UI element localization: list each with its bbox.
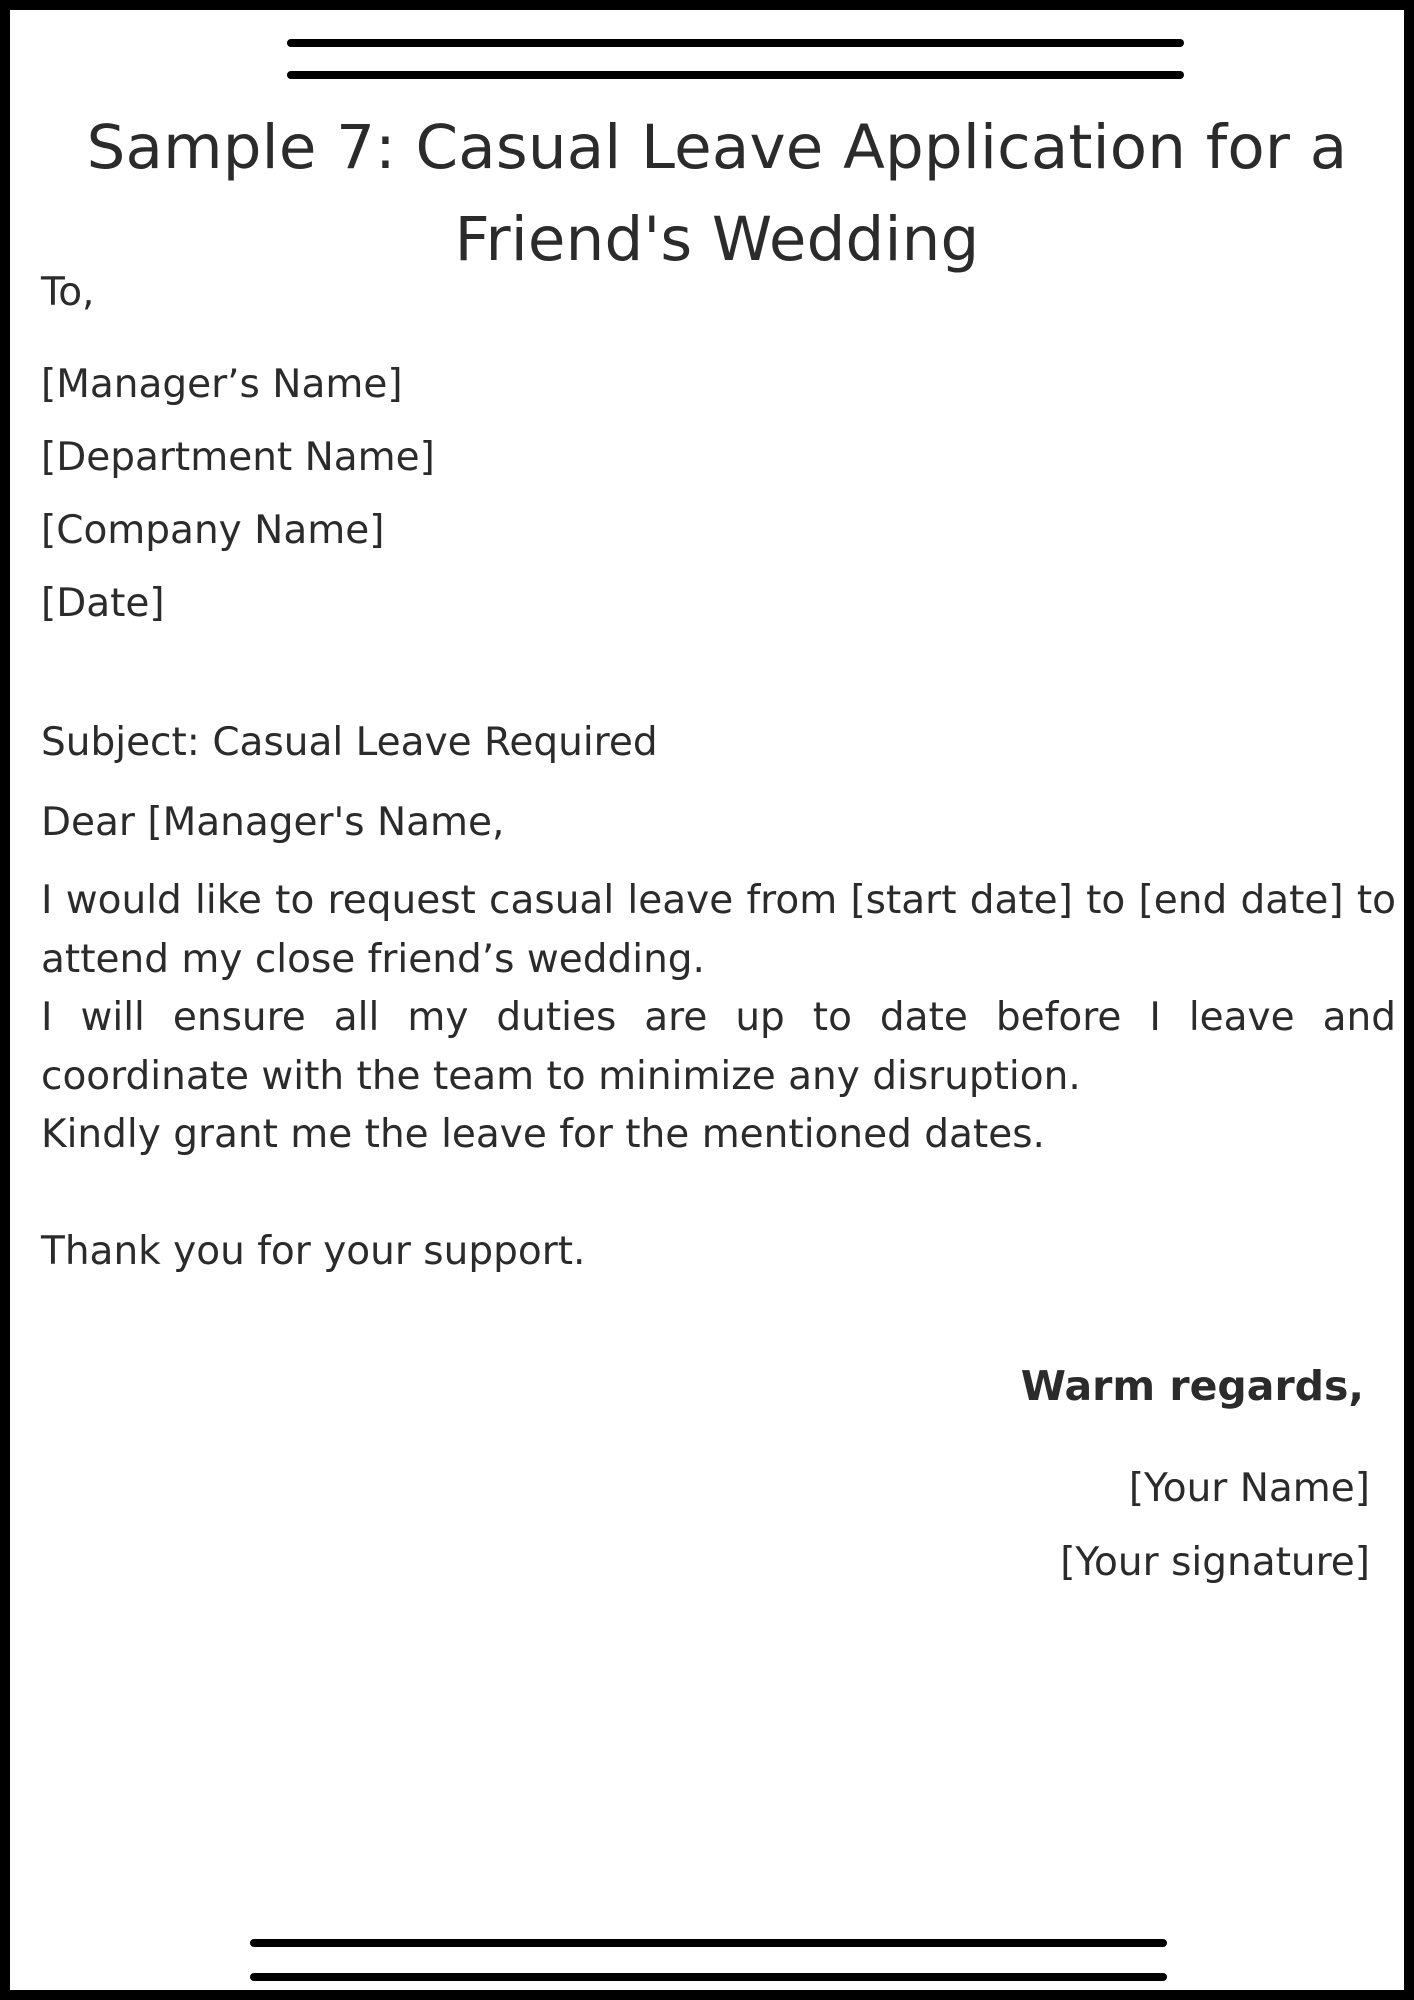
page-title: Sample 7: Casual Leave Application for a Friend's Wedding xyxy=(86,112,1348,275)
body-paragraph-2: I will ensure all my duties are up to date before I leave and coordinate with the team to minimize any disruption. xyxy=(41,995,1396,1099)
body-paragraph-3: Kindly grant me the leave for the mentioned dates. xyxy=(41,1112,1045,1158)
body-paragraph-4: Thank you for your support. xyxy=(41,1228,586,1274)
signature-block xyxy=(1060,1452,1370,1600)
letter-body xyxy=(41,872,1396,1282)
company-name-line: [Company Name] xyxy=(41,508,385,553)
top-rule-upper xyxy=(287,39,1184,47)
bottom-rule-upper xyxy=(250,1939,1167,1947)
body-paragraph-1: I would like to request casual leave from [start date] to [end date] to attend my close friend’s wedding. xyxy=(41,878,1396,982)
salutation-text: Dear [Manager's Name, xyxy=(41,800,505,845)
top-rule-lower xyxy=(287,71,1184,79)
recipient-address xyxy=(41,348,1401,640)
subject-text: Subject: Casual Leave Required xyxy=(41,720,658,765)
manager-name-line: [Manager’s Name] xyxy=(41,362,403,407)
recipient-to xyxy=(41,268,1401,325)
to-label: To, xyxy=(41,270,95,315)
bottom-rule-lower xyxy=(250,1973,1167,1981)
department-name-line: [Department Name] xyxy=(41,435,435,480)
date-line: [Date] xyxy=(41,581,165,626)
sender-signature: [Your signature] xyxy=(1060,1540,1370,1585)
salutation xyxy=(41,795,1401,858)
subject-line xyxy=(41,715,1401,778)
sender-name: [Your Name] xyxy=(1128,1466,1370,1511)
closing: Warm regards, xyxy=(1020,1362,1364,1410)
